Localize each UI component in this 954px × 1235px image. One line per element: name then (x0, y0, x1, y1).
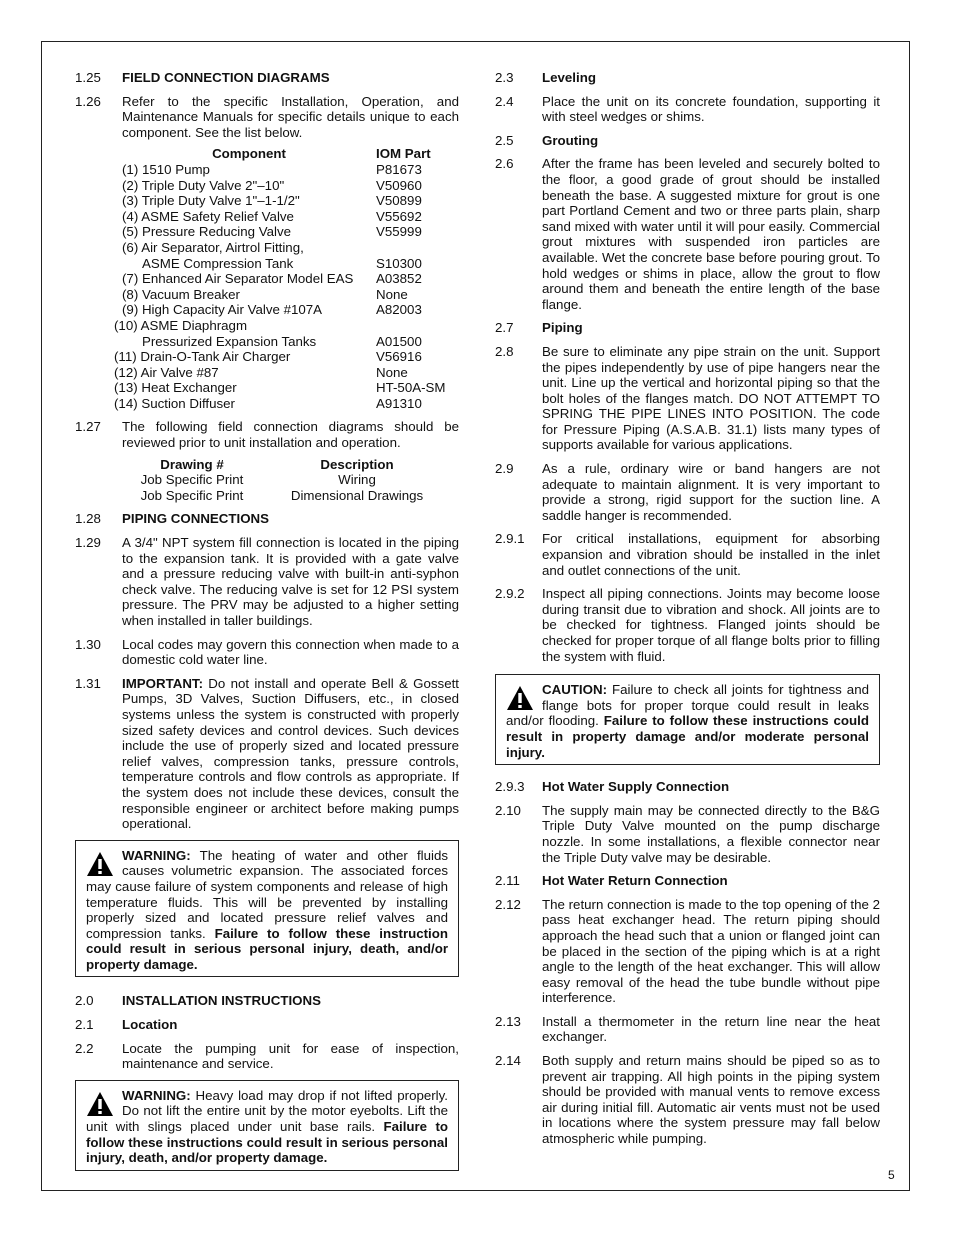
table-cell: (10) ASME Diaphragm (114, 317, 248, 333)
table-cell: Pressurized Expansion Tanks (142, 333, 317, 349)
paragraph-text: Do not install and operate Bell & Gossett Pumps, 3D Valves, Suction Diffusers, etc., in closed systems unless the system is constructed with properly sized safety devices and control devices. Such devices include the use of properly sized and located pressure relief valves, compression tanks, pressure controls, temperature controls and flow controls as appropriate. If the system does not include these devices, consult the responsible engineer or architect before making pumps operational. (122, 675, 459, 832)
table-row (122, 256, 459, 272)
section-number: 2.5 (495, 132, 514, 148)
paragraph: Both supply and return mains should be piped so as to prevent air trapping. All high points in the piping system should be provided with manual vents to remove excess air during initial fill. Automatic air vents must not be used in locations where the system pressure may fall below atmospheric while pumping. (542, 1053, 880, 1147)
paragraph: The return connection is made to the top opening of the 2 pass heat exchanger head. The return piping should approach the head such that a union or flanged joint can be placed in the section of the piping which is at a right angle to the length of the heat exchanger. This will allow easy removal of the head the tube bundle without pipe interference. (542, 896, 880, 1006)
paragraph: Local codes may govern this connection when made to a domestic cold water line. (122, 636, 459, 668)
section-number: 1.30 (75, 636, 101, 652)
table-cell: Job Specific Print (140, 487, 244, 503)
important-label: IMPORTANT: (122, 675, 204, 691)
table-row (122, 240, 459, 256)
warning-consequence: Failure to follow these instructions could result in serious personal injury, death, and/or property damage. (86, 1119, 448, 1166)
section-number: 2.9 (495, 461, 514, 477)
section-heading: Hot Water Return Connection (542, 873, 728, 889)
table-cell: ASME Compression Tank (142, 255, 294, 271)
column-header: Drawing # (160, 456, 224, 472)
section-number: 1.28 (75, 511, 101, 527)
section-number: 2.9.1 (495, 531, 525, 547)
section-number: 2.7 (495, 320, 514, 336)
paragraph: After the frame has been leveled and securely bolted to the floor, a good grade of grout should be installed beneath the base. A suggested mixture for grout is one part Portland Cement and two or three parts plain, sharp sand mixed with water until it will pour easily. Commercial grout mixtures with suspended iron particles are available. Wet the concrete base before pouring grout. To hold wedges or shims in place, allow the grout to flow around them and beneath the entire length of the base flange. (542, 156, 880, 312)
table-cell: V50899 (376, 193, 422, 209)
table-cell: None (376, 286, 408, 302)
component-table (114, 146, 459, 411)
paragraph: As a rule, ordinary wire or band hangers are not adequate to maintain alignment. It is very important to provide a strong, rigid support for the suction line. A saddle hanger is recommended. (542, 461, 880, 523)
table-cell: A01500 (376, 333, 422, 349)
table-cell: Wiring (338, 472, 376, 488)
section-1-25 (75, 70, 459, 86)
section-number: 2.8 (495, 343, 514, 359)
section-2-4 (495, 94, 880, 125)
section-number: 1.29 (75, 535, 101, 551)
table-cell: (11) Drain-O-Tank Air Charger (114, 349, 291, 365)
section-heading: Location (122, 1017, 178, 1033)
section-number: 2.12 (495, 896, 521, 912)
table-cell: (14) Suction Diffuser (114, 395, 235, 411)
caution-triangle-icon (506, 685, 534, 711)
paragraph: The following field connection diagrams should be reviewed prior to unit installation and operation. (122, 419, 459, 451)
table-cell: A03852 (376, 271, 422, 287)
warning-consequence: Failure to follow these instruction could result in serious personal injury, death, and/or property damage. (86, 925, 448, 972)
table-cell: (8) Vacuum Breaker (122, 286, 240, 302)
table-cell: HT-50A-SM (376, 380, 446, 396)
table-cell: P81673 (376, 161, 422, 177)
table-cell: V55999 (376, 224, 422, 240)
page-number: 5 (888, 1168, 895, 1182)
right-column (495, 70, 880, 1155)
warning-box-expansion (75, 840, 459, 978)
section-2-0 (75, 993, 459, 1009)
table-row (122, 334, 459, 350)
section-heading: Piping (542, 320, 583, 336)
warning-triangle-icon (86, 1091, 114, 1117)
column-header: IOM Part (376, 146, 431, 162)
left-column (75, 70, 459, 1181)
section-number: 2.13 (495, 1013, 521, 1029)
caution-consequence: Failure to follow these instructions could result in property damage and/or moderate personal injury. (506, 713, 869, 760)
table-cell: (13) Heat Exchanger (114, 380, 237, 396)
table-cell: V50960 (376, 177, 422, 193)
section-number: 2.9.2 (495, 586, 525, 602)
paragraph: For critical installations, equipment for absorbing expansion and vibration should be installed in the inlet and outlet connections of the unit. (542, 531, 880, 578)
table-cell: (3) Triple Duty Valve 1"–1-1/2" (122, 193, 300, 209)
column-header: Description (320, 456, 394, 472)
table-row (122, 271, 459, 287)
section-number: 2.2 (75, 1040, 94, 1056)
table-cell: (12) Air Valve #87 (114, 364, 219, 380)
section-2-9-1 (495, 531, 880, 578)
section-1-30 (75, 637, 459, 668)
section-number: 1.31 (75, 675, 101, 691)
section-2-9-3 (495, 779, 880, 795)
section-2-1 (75, 1017, 459, 1033)
table-cell: (1) 1510 Pump (122, 161, 210, 177)
paragraph: Install a thermometer in the return line near the heat exchanger. (542, 1013, 880, 1045)
section-2-8 (495, 344, 880, 453)
section-2-11 (495, 873, 880, 889)
table-cell: V56916 (376, 349, 422, 365)
table-cell: V55692 (376, 208, 422, 224)
paragraph (122, 676, 459, 832)
section-number: 1.27 (75, 419, 101, 435)
table-cell: S10300 (376, 255, 422, 271)
table-row (114, 317, 459, 334)
paragraph: The supply main may be connected directly to the B&G Triple Duty Valve mounted on the pump discharge nozzle. In some installations, a flexible connector near the Triple Duty valve may be desirable. (542, 802, 880, 865)
table-row (114, 395, 459, 412)
table-header (122, 457, 459, 473)
section-number: 2.10 (495, 802, 521, 818)
warning-triangle-icon (86, 851, 114, 877)
table-row (122, 302, 459, 318)
section-2-2 (75, 1041, 459, 1072)
warning-text: The heating of water and other fluids causes volumetric expansion. The associated forces may cause failure of system components and release of high temperature fluids. This will be prevented by installing properly sized and located pressure relief valves and compression tanks. (86, 847, 448, 941)
paragraph: Refer to the specific Installation, Operation, and Maintenance Manuals for specific details unique to each component. See the list below. (122, 93, 459, 140)
section-number: 2.14 (495, 1053, 521, 1069)
section-2-13 (495, 1014, 880, 1045)
table-cell: Dimensional Drawings (290, 487, 424, 503)
table-row (122, 162, 459, 178)
section-2-12 (495, 897, 880, 1006)
section-2-6 (495, 156, 880, 312)
section-heading: Hot Water Supply Connection (542, 779, 730, 795)
section-1-29 (75, 535, 459, 629)
paragraph: Place the unit on its concrete foundation, supporting it with steel wedges or shims. (542, 93, 880, 125)
table-row (114, 349, 459, 365)
section-number: 1.26 (75, 93, 101, 109)
section-heading: Grouting (542, 132, 599, 148)
table-row (114, 380, 459, 396)
section-number: 1.25 (75, 70, 101, 85)
table-row (122, 178, 459, 194)
table-row (122, 209, 459, 225)
section-2-9 (495, 461, 880, 523)
section-number: 2.0 (75, 993, 94, 1009)
table-cell: None (376, 364, 408, 380)
warning-text: Heavy load may drop if not lifted properly. Do not lift the entire unit by the motor eyebolts. Lift the unit with slings placed under unit base rails. (86, 1087, 448, 1135)
section-1-27 (75, 419, 459, 450)
paragraph: Inspect all piping connections. Joints may become loose during transit due to vibration and shock. All joints are to be checked for tightness. Flanged joints should be checked for proper torque of all flange bolts prior to filling the system with fluid. (542, 586, 880, 664)
table-row (122, 193, 459, 209)
paragraph: Locate the pumping unit for ease of inspection, maintenance and service. (122, 1040, 459, 1072)
section-2-3 (495, 70, 880, 86)
table-cell: A91310 (376, 395, 422, 411)
section-2-5 (495, 133, 880, 149)
section-2-9-2 (495, 586, 880, 664)
section-heading: FIELD CONNECTION DIAGRAMS (122, 70, 330, 85)
table-row (122, 472, 459, 488)
section-heading: Leveling (542, 70, 596, 85)
table-cell: A82003 (376, 302, 422, 318)
table-cell: (5) Pressure Reducing Valve (122, 224, 291, 240)
table-cell: (4) ASME Safety Relief Valve (122, 208, 294, 224)
section-heading: PIPING CONNECTIONS (122, 511, 270, 527)
section-1-28 (75, 511, 459, 527)
section-number: 2.3 (495, 70, 514, 85)
table-cell: (6) Air Separator, Airtrol Fitting, (122, 239, 304, 255)
section-number: 2.6 (495, 156, 514, 172)
drawing-table (122, 457, 459, 504)
table-row (122, 488, 459, 504)
caution-box (495, 674, 880, 765)
section-1-31 (75, 676, 459, 832)
warning-label: WARNING: (122, 1087, 191, 1103)
section-number: 2.11 (495, 873, 520, 889)
section-1-26 (75, 94, 459, 141)
caution-text: Failure to check all joints for tightness and flange bots for proper torque could result in leaks and/or flooding. (506, 682, 869, 729)
section-2-7 (495, 320, 880, 336)
paragraph: Be sure to eliminate any pipe strain on the unit. Support the pipes independently by use of pipe hangers near the unit. Line up the vertical and horizontal piping so that the bolt holes of the flanges match. DO NOT ATTEMPT TO SPRING THE PIPE LINES INTO POSITION. The code for Pressure Piping (A.S.A.B. 31.1) lists many types of supports available for various applications. (542, 343, 880, 453)
table-cell: (7) Enhanced Air Separator Model EAS (122, 271, 354, 287)
section-number: 2.9.3 (495, 779, 525, 795)
section-number: 2.4 (495, 93, 514, 109)
warning-label: WARNING: (122, 847, 191, 863)
caution-label: CAUTION: (542, 682, 607, 698)
table-row (122, 224, 459, 240)
table-cell: Job Specific Print (140, 472, 244, 488)
warning-box-lifting (75, 1080, 459, 1171)
paragraph: A 3/4" NPT system fill connection is located in the piping to the expansion tank. It is provided with a gate valve and a pressure reducing valve with built-in anti-syphon check valve. The reducing valve is set for 12 PSI system pressure. The PRV may be adjusted to a higher setting when installed in taller buildings. (122, 535, 459, 628)
section-2-14 (495, 1053, 880, 1147)
section-number: 2.1 (75, 1017, 94, 1033)
section-2-10 (495, 803, 880, 865)
table-header (122, 146, 459, 162)
table-cell: (9) High Capacity Air Valve #107A (122, 302, 323, 318)
column-header: Component (212, 146, 286, 162)
table-row (114, 364, 459, 381)
table-row (122, 287, 459, 303)
section-heading: INSTALLATION INSTRUCTIONS (122, 993, 321, 1009)
table-cell: (2) Triple Duty Valve 2"–10" (122, 177, 285, 193)
